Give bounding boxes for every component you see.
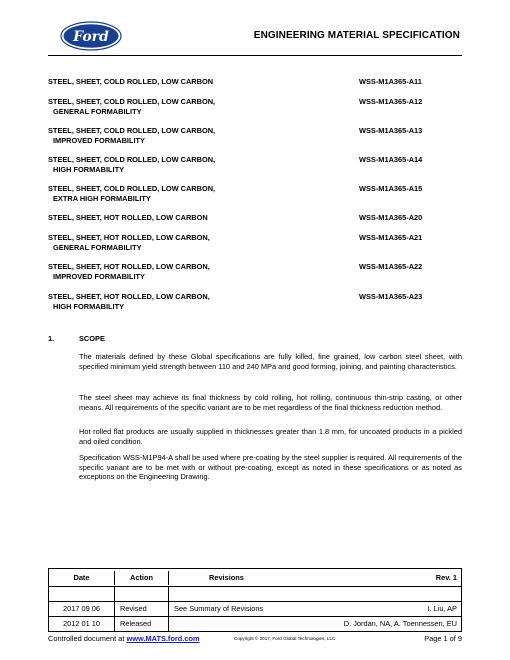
- row-by: D. Jordan, NA, A. Toennessen, EU: [343, 619, 457, 628]
- spec-name: STEEL, SHEET, HOT ROLLED, LOW CARBON: [48, 213, 208, 222]
- spec-code: WSS-M1A365-A20: [359, 213, 423, 222]
- header-divider: [48, 55, 462, 56]
- mats-link[interactable]: www.MATS.ford.com: [126, 634, 200, 643]
- row-by: [328, 587, 461, 601]
- spec-name: STEEL, SHEET, COLD ROLLED, LOW CARBON, EXTRA HIGH FORMABILITY: [48, 184, 216, 203]
- spec-code: WSS-M1A365-A12: [359, 97, 423, 106]
- scope-paragraph: Specification WSS-M1P94-A shall be used where pre-coating by the steel supplier is required. All requirements of the specific variant are to be met with or without pre-coating, except as noted in these specifications or as noted as exceptions on the Engineering Drawing.: [79, 453, 462, 481]
- row-action: Released: [114, 617, 168, 631]
- spec-name: STEEL, SHEET, COLD ROLLED, LOW CARBON, HIGH FORMABILITY: [48, 155, 216, 174]
- row-revisions: [168, 617, 328, 631]
- row-revisions: [168, 587, 328, 601]
- footer-controlled-label: Controlled document at: [48, 634, 127, 643]
- ford-logo: [60, 21, 122, 51]
- scope-paragraph: The materials defined by these Global specifications are fully killed, fine grained, low carbon steel sheet, with specified minimum yield strength between 110 and 240 MPa and good forming, joining, and painting characteristics.: [79, 352, 462, 371]
- spec-code: WSS-M1A365-A11: [359, 77, 422, 86]
- row-by: I. Liu, AP: [427, 604, 457, 613]
- row-action: Revised: [114, 602, 168, 616]
- header-date: Date: [73, 573, 90, 582]
- spec-name: STEEL, SHEET, HOT ROLLED, LOW CARBON, IMPROVED FORMABILITY: [48, 262, 210, 281]
- footer-controlled: [48, 634, 200, 643]
- revision-table: [48, 568, 462, 632]
- spec-code: WSS-M1A365-A15: [359, 184, 423, 193]
- spec-name: STEEL, SHEET, COLD ROLLED, LOW CARBON: [48, 77, 214, 86]
- header-rev-number: Rev. 1: [435, 573, 457, 582]
- footer-copyright: Copyright © 2017, Ford Global Technologies, LLC: [234, 636, 336, 641]
- row-date: [49, 587, 114, 601]
- revision-table-header: [49, 571, 461, 586]
- table-row: [49, 586, 461, 601]
- spec-code: WSS-M1A365-A14: [359, 155, 423, 164]
- row-date: 2017 09 06: [63, 604, 100, 613]
- spec-name: STEEL, SHEET, COLD ROLLED, LOW CARBON, GENERAL FORMABILITY: [48, 97, 216, 116]
- section-number: 1.: [48, 334, 55, 343]
- row-date: 2012 01 10: [63, 619, 100, 628]
- table-row: [49, 616, 461, 631]
- spec-code: WSS-M1A365-A22: [359, 262, 423, 271]
- page-number: Page 1 of 9: [424, 634, 462, 643]
- spec-code: WSS-M1A365-A23: [359, 292, 423, 301]
- row-revisions: See Summary of Revisions: [168, 602, 328, 616]
- header-action: Action: [114, 571, 168, 585]
- ford-logo-text: Ford: [73, 29, 109, 45]
- row-action: [114, 587, 168, 601]
- document-title: ENGINEERING MATERIAL SPECIFICATION: [253, 30, 460, 41]
- spec-code: WSS-M1A365-A21: [359, 233, 423, 242]
- header-revisions: Revisions: [168, 571, 328, 585]
- spec-name: STEEL, SHEET, HOT ROLLED, LOW CARBON, GENERAL FORMABILITY: [48, 233, 210, 252]
- scope-paragraph: The steel sheet may achieve its final thickness by cold rolling, hot rolling, continuous thin-strip casting, or other means. All requirements of the specific variant are to be met regardless of the final thickness reduction method.: [79, 393, 462, 412]
- spec-code: WSS-M1A365-A13: [359, 126, 423, 135]
- scope-paragraph: Hot rolled flat products are usually supplied in thicknesses greater than 1.8 mm, for uncoated products in a pickled and oiled condition.: [79, 427, 462, 446]
- spec-name: STEEL, SHEET, HOT ROLLED, LOW CARBON, HIGH FORMABILITY: [48, 292, 210, 311]
- section-title: SCOPE: [79, 334, 105, 343]
- spec-name: STEEL, SHEET, COLD ROLLED, LOW CARBON, IMPROVED FORMABILITY: [48, 126, 216, 145]
- table-row: [49, 601, 461, 616]
